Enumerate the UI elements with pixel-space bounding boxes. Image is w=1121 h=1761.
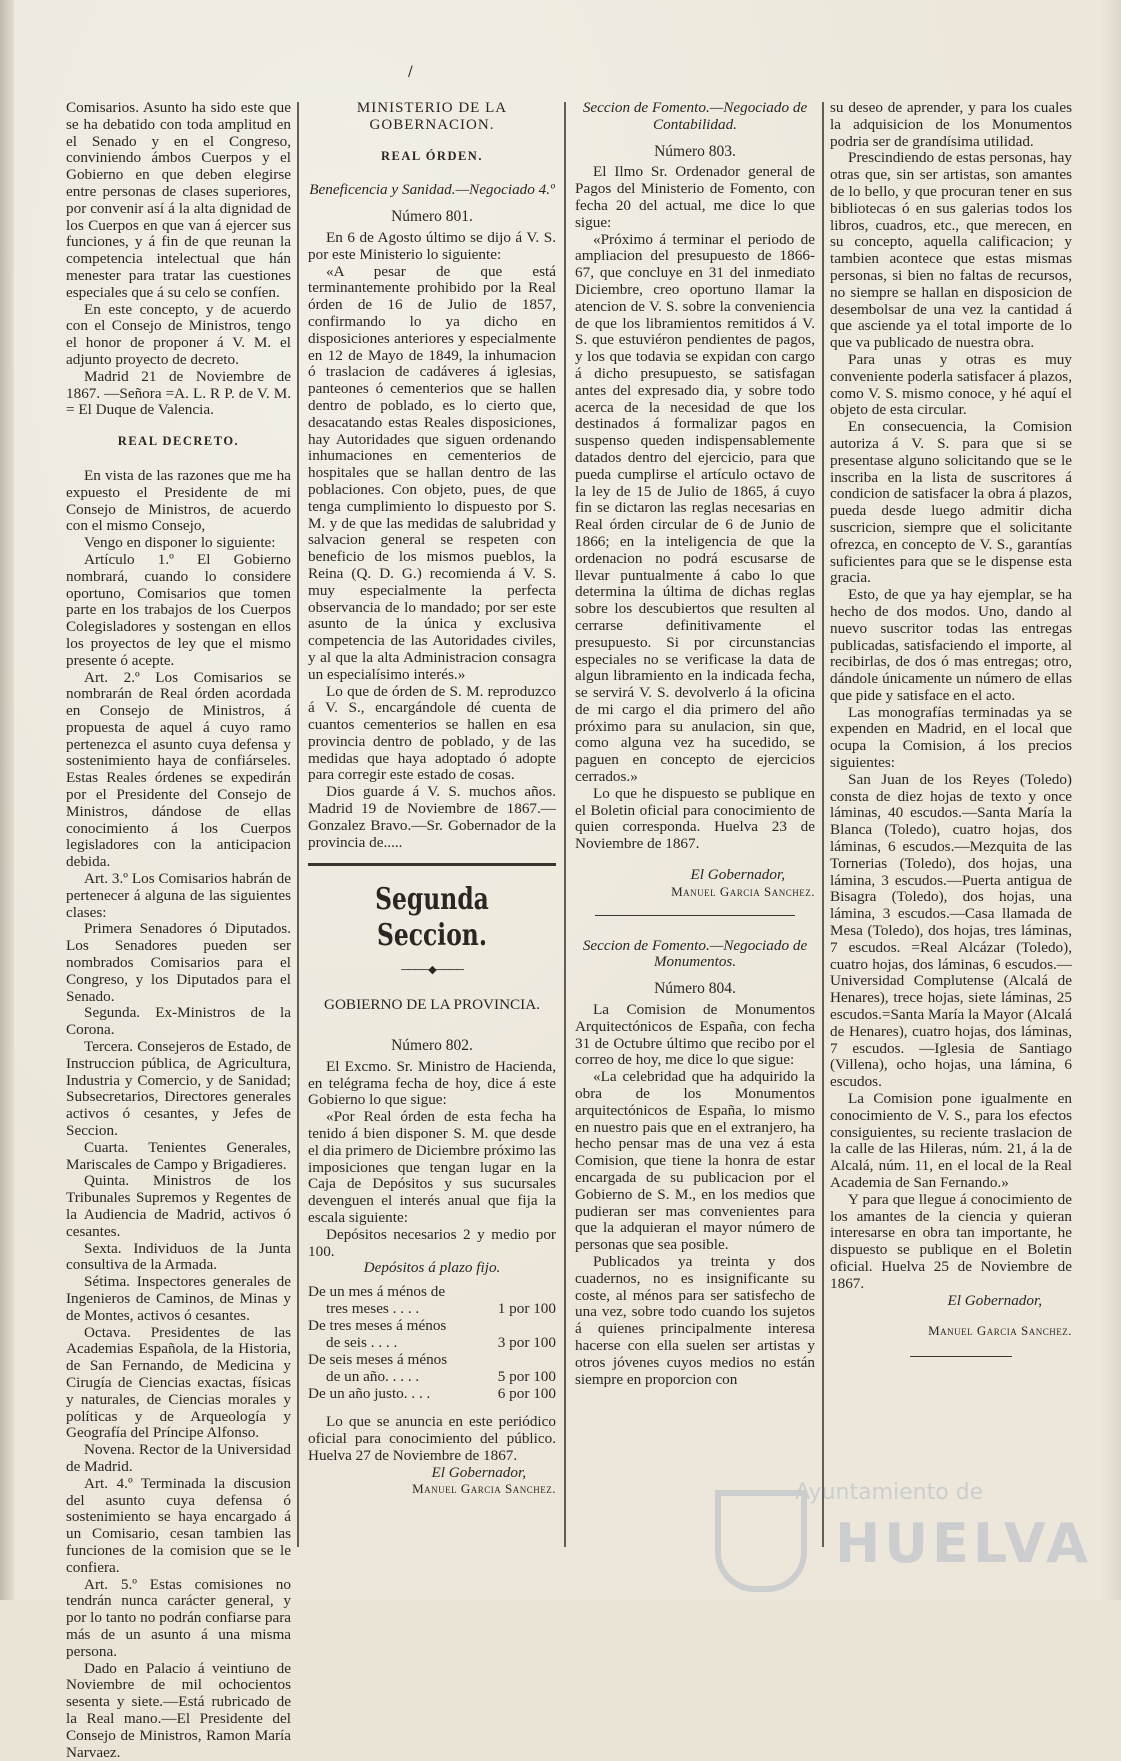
paragraph: En consecuencia, la Comision autoriza á V. S. para que si se presentase alguno solicitando que se le inscriba en la lista de suscritores á condicion de satisfacer la obra á plazos, pueda desde luego admitir dicha suscricion, siempre que el solicitante ofrezca, en concepto de V. S., garantías suficientes para que se le dispense esta gracia. bbox=[830, 418, 1072, 587]
section-heading: REAL ÓRDEN. bbox=[381, 148, 483, 163]
shield-icon bbox=[715, 1490, 807, 1592]
paragraph: Las monografías terminadas ya se expenden en Madrid, en el local que ocupa la Comision, á los precios siguientes: bbox=[830, 703, 1072, 772]
column-rule-2 bbox=[564, 102, 566, 1547]
clause: Sétima. Inspectores generales de Ingenieros de Caminos, de Minas y de Montes, activos ó cesantes. bbox=[66, 1273, 291, 1324]
table-row bbox=[308, 1317, 556, 1334]
page-edge-shadow bbox=[0, 0, 14, 1600]
paragraph: Lo que se anuncia en este periódico oficial para conocimiento del público. Huelva 27 de Noviembre de 1867. bbox=[308, 1413, 556, 1464]
page-mark: / bbox=[408, 64, 413, 80]
clause: Cuarta. Tenientes Generales, Mariscales de Campo y Brigadieres. bbox=[66, 1138, 291, 1173]
divider bbox=[595, 915, 795, 916]
signature-title: El Gobernador, bbox=[947, 1291, 1042, 1309]
divider bbox=[910, 1356, 1012, 1357]
clause: Novena. Rector de la Universidad de Madrid. bbox=[66, 1441, 291, 1475]
table-row bbox=[308, 1368, 556, 1385]
government-heading: GOBIERNO DE LA PROVINCIA. bbox=[324, 996, 540, 1014]
paragraph: Prescindiendo de estas personas, hay otras que, sin ser artistas, son amantes de lo bello, y que procuran tener en sus bibliotecas ó en sus galerias todos los libros, cuadros, etc., que merecen, en su concepto, aquella calificacion; y tambien acontece que estas mismas personas, si bien no faltas de recursos, no siempre se hallan en disposicion de desembolsar de una vez la cantidad á que asciende ya el total importe de lo que va publicado de nuestra obra. bbox=[830, 149, 1072, 352]
paragraph: San Juan de los Reyes (Toledo) consta de diez hojas de texto y once láminas, 40 escudos.—Santa María la Blanca (Toledo), cuatro hojas, dos láminas, 6 escudos.—Mezquita de las Tornerias (Toledo), dos hojas, una lámina, 3 escudos.—Puerta antigua de Bisagra (Toledo), dos hojas, una lámina, 3 escudos.—Casa llamada de Mesa (Toledo), dos hojas, tres láminas, 7 escudos. =Real Alcázar (Toledo), cuatro hojas, dos láminas, 6 escudos.—Universidad Complutense (Alcalá de Henares), trece hojas, siete láminas, 25 escudos.=Santa María la Mayor (Alcalá de Henares), cuatro hojas, dos láminas, 7 escudos. —Iglesia de Santiago (Villena), ocho hojas, una lámina, 6 escudos. bbox=[830, 770, 1072, 1091]
table-title: Depósitos á plazo fijo. bbox=[363, 1259, 501, 1277]
rate-value: 5 por 100 bbox=[497, 1368, 556, 1386]
paragraph: El Excmo. Sr. Ministro de Hacienda, en telégrama fecha de hoy, dice á este Gobierno lo que sigue: bbox=[308, 1057, 556, 1109]
signature-title: El Gobernador, bbox=[690, 866, 785, 884]
paragraph: «La celebridad que ha adquirido la obra de los Monumentos arquitectónicos de España, lo mismo en nuestro pais que en el extranjero, ha hecho pensar mas de una vez á esta Comision, que tiene la honra de estar encargada de su publicacion por el Gobierno de S. M., en los medios que pudieran ser mas convenientes para que la adquieran el mayor número de personas que sea posible. bbox=[575, 1068, 815, 1254]
notice-number: Número 803. bbox=[654, 142, 736, 160]
clause: Octava. Presidentes de las Academias Española, de la Historia, de San Fernando, de Medicina y Cirugía de Ciencias exactas, físicas y naturales, de Ciencias morales y políticas y de Arqueología y Geografía del Príncipe Alfonso. bbox=[66, 1323, 291, 1442]
section-title: Beneficencia y Sanidad.—Negociado 4.º bbox=[309, 181, 555, 199]
table-row bbox=[308, 1283, 556, 1300]
paragraph: Madrid 21 de Noviembre de 1867. —Señora =A. L. R P. de V. M. = El Duque de Valencia. bbox=[66, 367, 291, 419]
paragraph: En 6 de Agosto último se dijo á V. S. por este Ministerio lo siguiente: bbox=[308, 228, 556, 263]
signature-name: Manuel Garcia Sanchez. bbox=[671, 883, 815, 899]
clause: Segunda. Ex-Ministros de la Corona. bbox=[66, 1004, 291, 1039]
signature-name: Manuel Garcia Sanchez. bbox=[412, 1481, 556, 1497]
rate-value: 6 por 100 bbox=[497, 1385, 556, 1403]
clause: Sexta. Individuos de la Junta consultiva de la Armada. bbox=[66, 1239, 291, 1274]
paragraph: su deseo de aprender, y para los cuales la adquisicion de los Monumentos podria ser de grandísima utilidad. bbox=[830, 99, 1072, 150]
rate-label: De tres meses á ménos bbox=[308, 1317, 447, 1335]
rate-label: de un año. . . . . bbox=[326, 1368, 420, 1386]
clause: Tercera. Consejeros de Estado, de Instruccion pública, de Agricultura, Industria y Comercio, y de Sanidad; Subsecretarios, Directores generales activos ó cesantes, y Jefes de Seccion. bbox=[66, 1038, 291, 1140]
table-row bbox=[308, 1300, 556, 1317]
article: Art. 3.º Los Comisarios habrán de pertenecer á alguna de las siguientes clases: bbox=[66, 870, 291, 921]
rate-value: 1 por 100 bbox=[497, 1300, 556, 1318]
ministry-heading: MINISTERIO DE LA GOBERNACION. bbox=[356, 100, 508, 133]
paragraph: La Comision de Monumentos Arquitectónicos de España, con fecha 31 de Octubre último que recibo por el correo de hoy, me dice lo que sigue: bbox=[575, 1001, 815, 1069]
rates-table bbox=[308, 1283, 556, 1402]
rate-label: De seis meses á ménos bbox=[308, 1351, 448, 1369]
watermark-line2: HUELVA bbox=[835, 1512, 1092, 1575]
rate-label: De un año justo. . . . bbox=[308, 1385, 431, 1403]
column-2 bbox=[308, 100, 556, 1498]
paragraph: Esto, de que ya hay ejemplar, se ha hecho de dos modos. Uno, dando al nuevo suscritor todas las entregas publicadas, satisfaciendo el importe, al recibirlas, de dos ó mas entregas; otro, dándole únicamente un número de ellas que pide y satisface en el acto. bbox=[830, 586, 1072, 704]
paragraph: Dios guarde á V. S. muchos años. Madrid 19 de Noviembre de 1867.—Gonzalez Bravo.—Sr. Gobernador de la provincia de..... bbox=[308, 783, 556, 851]
article: Art. 4.º Terminada la discusion del asunto cuya defensa ó sostenimiento se haya encargado á un Comisario, cesan tambien las funciones de la comision que se le confiera. bbox=[66, 1474, 291, 1576]
archive-watermark bbox=[715, 1470, 1095, 1590]
paragraph: Lo que de órden de S. M. reproduzco á V. S., encargándole dé cuenta de cuantos cementerios se hallen en esa provincia dentro de poblado, y de las medidas que haya adoptado ó adopte para corregir este estado de cosas. bbox=[308, 682, 556, 784]
paragraph: Lo que he dispuesto se publique en el Boletin oficial para conocimiento de quien corresponda. Huelva 23 de Noviembre de 1867. bbox=[575, 784, 815, 853]
paragraph: En vista de las razones que me ha expuesto el Presidente de mi Consejo de Ministros, de acuerdo con el mismo Consejo, bbox=[66, 466, 291, 535]
column-rule-3 bbox=[822, 102, 824, 1547]
paragraph: Comisarios. Asunto ha sido este que se ha debatido con toda amplitud en el Senado y en el Congreso, conviniendo ámbos Cuerpos y el Gobierno en que deben elegirse entre personas de clases superiores, por convenir así á la alta dignidad de los Cuerpos en que van á ejercer sus funciones, y á fin de que reunan la competencia intelectual que hán menester para tratar las cuestiones especiales que á su celo se confíen. bbox=[66, 99, 291, 301]
section-title: Seccion de Fomento.—Negociado de Contabilidad. bbox=[582, 99, 808, 133]
notice-number: Número 804. bbox=[654, 980, 736, 998]
paragraph: «Por Real órden de esta fecha ha tenido á bien disponer S. M. que desde el dia primero de Diciembre próximo las imposiciones que tengan lugar en la Caja de Depósitos y sus sucursales devenguen el interés anual que fija la escala siguiente: bbox=[308, 1108, 556, 1227]
article: Art. 2.º Los Comisarios se nombrarán de Real órden acordada en Consejo de Ministros, á propuesta de aquel á cuyo ramo pertenezca el asunto cuya defensa y sostenimiento haya de confiárseles. Estas Reales órdenes se expedirán por el Presidente del Consejo de Ministros, dándose de ellas conocimiento á los Cuerpos legisladores con la anticipacion debida. bbox=[66, 668, 291, 871]
column-1 bbox=[66, 100, 291, 1761]
rate-label: De un mes á ménos de bbox=[308, 1283, 446, 1301]
paragraph: La Comision pone igualmente en conocimiento de V. S., para los efectos consiguientes, su reciente traslacion de la calle de las Hileras, núm. 21, á la de Alcalá, núm. 11, en el local de la Real Academia de San Fernando.» bbox=[830, 1090, 1072, 1191]
ornament-divider: ────◆──── bbox=[401, 964, 463, 977]
paragraph: «A pesar de que está terminantemente prohibido por la Real órden de 16 de Julio de 1857, confirmando lo ya dicho en disposiciones anteriores y especialmente en 12 de Mayo de 1849, la inhumacion ó traslacion de cadáveres á iglesias, panteones ó cementerios que se hallen dentro de poblado, es lo cierto que, desacatando estas Reales disposiciones, hay Autoridades que siguen ordenando inhumaciones en cementerios de hospitales que se hallan dentro de las poblaciones. Con objeto, pues, de que tenga cumplimiento lo dispuesto por S. M. y de que las medidas de salubridad y salvacion general se respeten con beneficio de los mismos pueblos, la Reina (Q. D. G.) recomienda á V. S. muy especialmente la perfecta observancia de lo mandado; por ser este asunto de la única y exclusiva competencia de las Autoridades civiles, y al que la alta Administracion consagra un especialísimo interés.» bbox=[308, 262, 556, 683]
watermark-line1: Ayuntamiento de bbox=[795, 1480, 984, 1505]
paragraph: El Ilmo Sr. Ordenador general de Pagos del Ministerio de Fomento, con fecha 20 del actual, me dice lo que sigue: bbox=[575, 163, 815, 231]
rate-value: 3 por 100 bbox=[497, 1334, 556, 1352]
paragraph: Dado en Palacio á veintiuno de Noviembre de mil ochocientos sesenta y siete.—Está rubricado de la Real mano.—El Presidente del Consejo de Ministros, Ramon María Narvaez. bbox=[66, 1659, 291, 1761]
table-row bbox=[308, 1351, 556, 1368]
section-divider bbox=[308, 863, 556, 866]
section-title: Seccion de Fomento.—Negociado de Monumentos. bbox=[582, 936, 808, 971]
signature-title: El Gobernador, bbox=[431, 1463, 526, 1481]
paragraph: Depósitos necesarios 2 y medio por 100. bbox=[308, 1225, 556, 1260]
rate-label: tres meses . . . . bbox=[326, 1300, 420, 1318]
notice-number: Número 802. bbox=[391, 1037, 473, 1055]
paragraph: Y para que llegue á conocimiento de los amantes de la ciencia y quieran interesarse en obra tan importante, he dispuesto se publique en el Boletin oficial. Huelva 25 de Noviembre de 1867. bbox=[830, 1190, 1072, 1292]
table-row bbox=[308, 1385, 556, 1402]
paragraph: «Próximo á terminar el periodo de ampliacion del presupuesto de 1866-67, que concluye en 31 del inmediato Diciembre, creo oportuno llamar la atencion de V. S. sobre la conveniencia de que los libramientos remitidos á V. S. que estuviéron pendientes de pagos, y los que todavia se expidan con cargo á dicho presupuesto, se satisfagan antes del expresado dia, y sobre todo acerca de la necesidad de que los destinados á formalizar pagos en suspenso queden indispensablemente datados dentro del ejercicio, para que pueda cumplirse el artículo octavo de la ley de 15 de Julio de 1865, á cuyo fin se dictaron las reglas necesarias en Real órden circular de 6 de Junio de 1866; en la inteligencia de que la ordenacion no podrá escusarse de llevar puntualmente á cabo lo que determina la última de dichas reglas sobre los descubiertos que resulten al cerrarse definitivamente el presupuesto. Si por circunstancias especiales no se verificase la data de algun libramiento en la indicada fecha, se servirá V. S. devolverlo á la oficina de mi cargo el dia primero del año próximo para su anulacion, sin que, como alguna vez ha sucedido, se paguen en concepto de ejercicios cerrados.» bbox=[575, 230, 815, 786]
paragraph: Vengo en disponer lo siguiente: bbox=[84, 534, 276, 552]
rate-label: de seis . . . . bbox=[326, 1334, 398, 1352]
paragraph: En este concepto, y de acuerdo con el Consejo de Ministros, tengo el honor de proponer á V. M. el adjunto proyecto de decreto. bbox=[66, 300, 291, 368]
column-4 bbox=[830, 100, 1072, 1357]
table-row bbox=[308, 1334, 556, 1351]
notice-number: Número 801. bbox=[391, 208, 473, 226]
clause: Quinta. Ministros de los Tribunales Supremos y Regentes de la Audiencia de Madrid, activos ó cesantes. bbox=[66, 1172, 291, 1240]
column-3 bbox=[575, 100, 815, 1388]
signature-name: Manuel Garcia Sanchez. bbox=[928, 1323, 1072, 1339]
column-rule-1 bbox=[297, 102, 299, 1547]
paragraph: Para unas y otras es muy conveniente poderla satisfacer á plazos, como V. S. mismo conoce, y hé aquí el objeto de esta circular. bbox=[830, 350, 1072, 419]
paragraph: Publicados ya treinta y dos cuadernos, no es insignificante su coste, al ménos para ser satisfecho de una vez, sobre todo cuando los sujetos á quienes principalmente interesa hacerse con ella suelen ser artistas y otros jóvenes cuyos medios no están siempre en proporcion con bbox=[575, 1253, 815, 1388]
section-heading: REAL DECRETO. bbox=[117, 434, 240, 449]
article: Art. 5.º Estas comisiones no tendrán nunca carácter general, y por lo tanto no podrán confiarse para más de un asunto á una misma persona. bbox=[66, 1575, 291, 1660]
section-title-large: Segunda Seccion. bbox=[375, 882, 489, 954]
article: Artículo 1.º El Gobierno nombrará, cuando lo considere oportuno, Comisarios que tomen parte en los trabajos de los Cuerpos Colegisladores y sostengan en ellos los proyectos de ley que el mismo presente ó acepte. bbox=[66, 550, 291, 669]
clause: Primera Senadores ó Diputados. Los Senadores pueden ser nombrados Comisarios para el Congreso, y los Diputados para el Senado. bbox=[66, 920, 291, 1005]
